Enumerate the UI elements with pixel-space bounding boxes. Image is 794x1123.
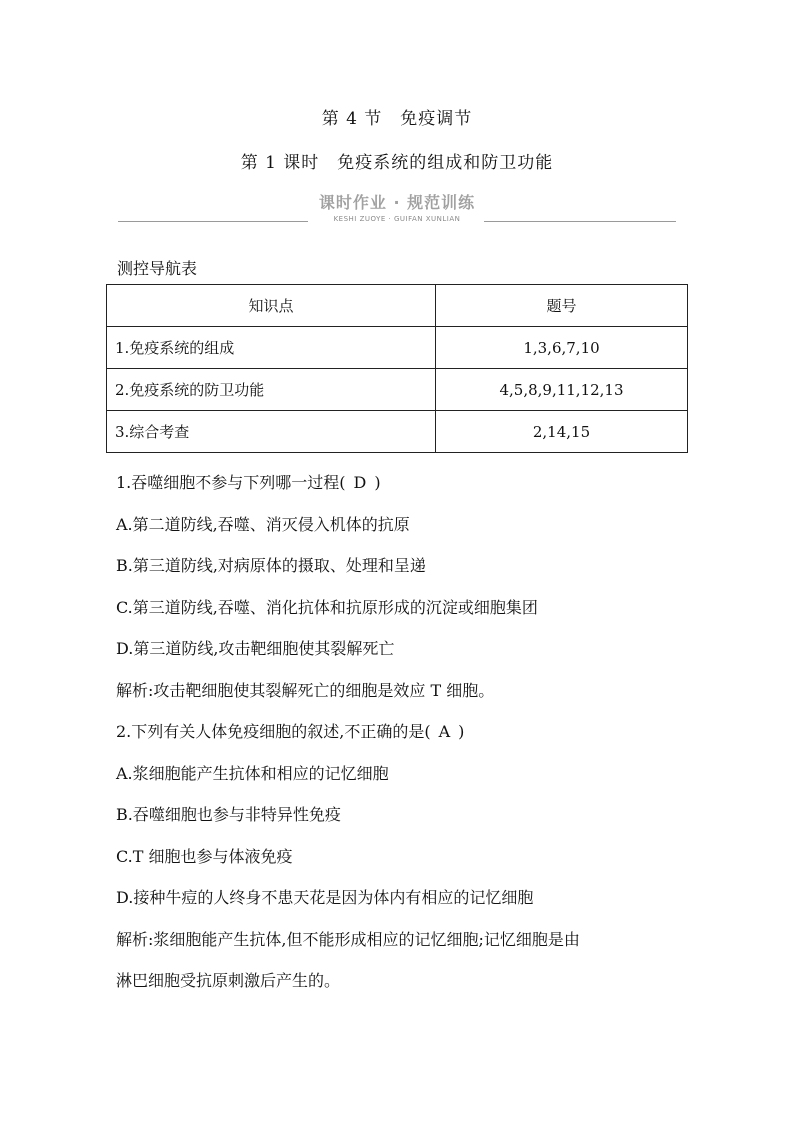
table-row	[107, 411, 688, 453]
stem-text: 2.下列有关人体免疫细胞的叙述,不正确的是(	[116, 722, 431, 741]
banner-title: 课时作业 · 规范训练	[318, 193, 476, 212]
nav-table-label: 测控导航表	[117, 259, 198, 278]
question-numbers-cell: 4,5,8,9,11,12,13	[436, 369, 688, 411]
question-content	[116, 462, 696, 1002]
question-stem	[116, 462, 696, 504]
question-numbers-cell: 2,14,15	[436, 411, 688, 453]
table-row	[107, 327, 688, 369]
option-a: A.第二道防线,吞噬、消灭侵入机体的抗原	[116, 514, 410, 534]
question-numbers-cell: 1,3,6,7,10	[436, 327, 688, 369]
knowledge-point-cell: 3.综合考查	[107, 411, 436, 453]
question-stem	[116, 711, 696, 753]
knowledge-point-cell: 1.免疫系统的组成	[107, 327, 436, 369]
header-knowledge-point: 知识点	[107, 285, 436, 327]
header-question-numbers: 题号	[436, 285, 688, 327]
banner-divider-right	[484, 221, 676, 222]
section-banner	[118, 190, 676, 230]
knowledge-point-cell: 2.免疫系统的防卫功能	[107, 369, 436, 411]
analysis-text-continued: 淋巴细胞受抗原刺激后产生的。	[116, 971, 341, 990]
option-b: B.第三道防线,对病原体的摄取、处理和呈递	[116, 556, 426, 575]
lesson-title: 第 1 课时 免疫系统的组成和防卫功能	[240, 153, 554, 173]
analysis-text: 解析:攻击靶细胞使其裂解死亡的细胞是效应 T 细胞。	[116, 680, 495, 700]
stem-close: )	[374, 473, 381, 492]
analysis-text: 解析:浆细胞能产生抗体,但不能形成相应的记忆细胞;记忆细胞是由	[116, 929, 580, 949]
nav-table	[106, 284, 688, 453]
option-d: D.接种牛痘的人终身不患天花是因为体内有相应的记忆细胞	[116, 888, 534, 907]
option-d: D.第三道防线,攻击靶细胞使其裂解死亡	[116, 639, 395, 658]
option-b: B.吞噬细胞也参与非特异性免疫	[116, 805, 341, 824]
banner-subtitle: KESHI ZUOYE · GUIFAN XUNLIAN	[333, 215, 461, 223]
answer-choice: D	[353, 473, 367, 492]
answer-choice: A	[438, 722, 451, 741]
option-a: A.浆细胞能产生抗体和相应的记忆细胞	[116, 763, 389, 783]
table-row	[107, 369, 688, 411]
stem-close: )	[458, 722, 465, 741]
table-header-row	[107, 285, 688, 327]
chapter-title: 第 4 节 免疫调节	[321, 109, 473, 129]
stem-text: 1.吞噬细胞不参与下列哪一过程(	[116, 473, 346, 492]
option-c: C.第三道防线,吞噬、消化抗体和抗原形成的沉淀或细胞集团	[116, 597, 538, 617]
option-c: C.T 细胞也参与体液免疫	[116, 846, 293, 866]
